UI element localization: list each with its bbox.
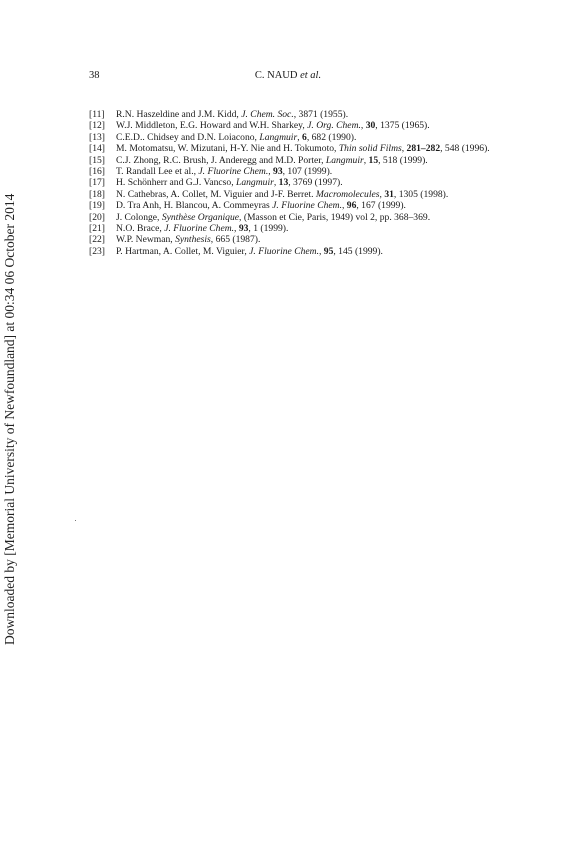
reference-separator: , [360, 120, 366, 132]
reference-journal: Langmuir [259, 131, 298, 143]
reference-authors: P. Hartman, A. Collet, M. Viguier, [116, 245, 250, 257]
reference-separator: , [234, 223, 239, 235]
reference-volume: 30 [365, 120, 376, 132]
reference-authors: W.J. Middleton, E.G. Howard and W.H. Sharkey, [116, 120, 308, 132]
reference-separator: , [318, 245, 324, 257]
reference-item [89, 166, 509, 177]
reference-volume: 13 [278, 177, 289, 189]
reference-separator: , [341, 200, 347, 212]
reference-number: [17] [89, 177, 105, 189]
reference-details: , 1 (1999). [248, 223, 289, 235]
reference-number: [20] [89, 211, 105, 223]
reference-journal: Langmuir [325, 154, 364, 166]
reference-volume: 96 [346, 200, 357, 212]
reference-number: [14] [89, 143, 105, 155]
reference-details: , 1305 (1998). [393, 188, 449, 200]
reference-details: , 518 (1999). [378, 154, 428, 166]
reference-details: , (Masson et Cie, Paris, 1949) vol 2, pp. 368–369. [239, 211, 431, 223]
reference-journal: J. Fluorine Chem. [249, 245, 319, 257]
reference-item [89, 200, 509, 211]
reference-details: , 548 (1996). [440, 143, 490, 155]
reference-details: , 3871 (1955). [293, 109, 349, 120]
reference-item [89, 155, 509, 166]
reference-item [89, 223, 509, 234]
reference-journal: Langmuir [236, 177, 274, 189]
reference-item [89, 234, 509, 245]
reference-item [89, 120, 509, 131]
reference-volume: 93 [238, 223, 249, 235]
reference-separator: , [273, 177, 279, 189]
reference-authors: D. Tra Anh, H. Blancou, A. Commeyras [116, 200, 273, 212]
reference-item [89, 246, 509, 257]
reference-separator: , [379, 188, 385, 200]
reference-number: [11] [89, 109, 105, 120]
reference-separator: , [297, 131, 303, 143]
reference-authors: R.N. Haszeldine and J.M. Kidd, [116, 109, 242, 120]
reference-details: , 1375 (1965). [375, 120, 430, 132]
reference-item [89, 132, 509, 143]
reference-authors: J. Colonge, [116, 211, 162, 223]
reference-item [89, 212, 509, 223]
reference-journal: J. Fluorine Chem. [272, 200, 342, 212]
reference-item [89, 143, 509, 154]
reference-authors: C.J. Zhong, R.C. Brush, J. Anderegg and M.D. Porter, [116, 154, 326, 166]
reference-authors: M. Motomatsu, W. Mizutani, H-Y. Nie and H. Tokumoto, [116, 143, 339, 155]
reference-number: [12] [89, 120, 105, 132]
reference-number: [23] [89, 245, 105, 257]
reference-details: , 167 (1999). [356, 200, 406, 212]
download-watermark: Downloaded by [Memorial University of Newfoundland] at 00:34 06 October 2014 [2, 193, 17, 645]
reference-journal: Synthèse Organique [161, 211, 240, 223]
reference-item [89, 177, 509, 188]
reference-number: [13] [89, 131, 105, 143]
reference-number: [19] [89, 200, 105, 212]
reference-item [89, 189, 509, 200]
reference-authors: T. Randall Lee et al., [116, 166, 199, 178]
scan-speck [75, 520, 76, 521]
reference-separator: , [268, 166, 274, 178]
reference-separator: , [363, 154, 369, 166]
reference-item [89, 109, 509, 120]
reference-separator: , [401, 143, 407, 155]
reference-authors: H. Schönherr and G.J. Vancso, [116, 177, 236, 189]
reference-authors: N.O. Brace, [116, 223, 165, 235]
running-head [0, 70, 576, 82]
reference-volume: 95 [323, 245, 334, 257]
reference-details: , 3769 (1997). [288, 177, 343, 189]
page-number: 38 [89, 70, 100, 81]
reference-journal: J. Fluorine Chem. [164, 223, 235, 235]
reference-authors: N. Cathebras, A. Collet, M. Viguier and J-F. Berret. [116, 188, 316, 200]
reference-list [89, 109, 509, 257]
reference-journal: Thin solid Films [338, 143, 402, 155]
reference-volume: 15 [368, 154, 379, 166]
reference-volume: 6 [302, 131, 307, 143]
reference-journal: J. Org. Chem. [307, 120, 361, 132]
reference-details: , 107 (1999). [282, 166, 333, 178]
reference-number: [16] [89, 166, 105, 178]
reference-details: , 682 (1990). [306, 131, 357, 143]
reference-volume: 93 [273, 166, 283, 178]
reference-number: [15] [89, 154, 105, 166]
reference-number: [21] [89, 223, 105, 235]
reference-volume: 281–282 [406, 143, 441, 155]
reference-journal: J. Fluorine Chem. [198, 166, 269, 178]
running-head-authors: C. NAUD [254, 70, 298, 81]
reference-number: [18] [89, 188, 105, 200]
reference-details: , 145 (1999). [333, 245, 383, 257]
reference-details: , 665 (1987). [210, 234, 261, 246]
reference-journal: Synthesis [175, 234, 211, 246]
running-head-etal: et al. [300, 70, 322, 81]
reference-authors: C.E.D.. Chidsey and D.N. Loiacono, [116, 131, 260, 143]
reference-volume: 31 [384, 188, 394, 200]
reference-number: [22] [89, 234, 105, 246]
reference-authors: W.P. Newman, [116, 234, 176, 246]
reference-journal: J. Chem. Soc. [241, 109, 294, 120]
reference-journal: Macromolecules [315, 188, 380, 200]
